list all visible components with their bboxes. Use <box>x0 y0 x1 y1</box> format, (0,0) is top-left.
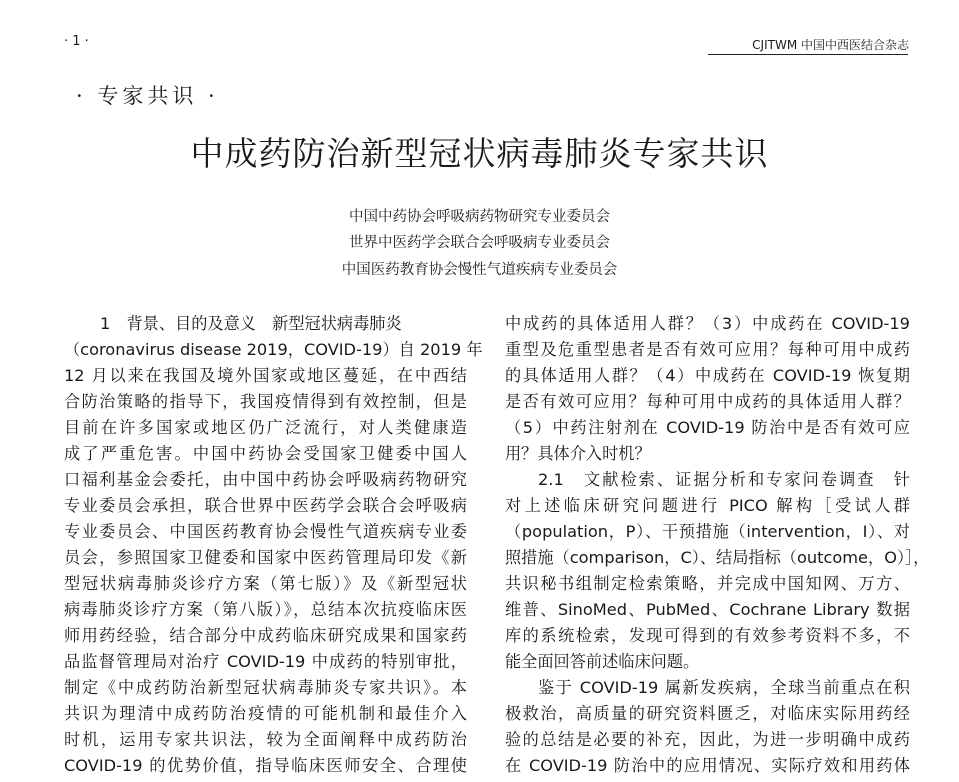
body-line: （population，P）、干预措施（intervention，I）、对 <box>505 522 910 541</box>
journal-name: CJITWM 中国中西医结合杂志 <box>752 38 909 52</box>
section-label: · 专家共识 · <box>76 84 219 108</box>
body-line: COVID-19 的优势价值，指导临床医师安全、合理使 <box>64 756 467 775</box>
body-line: 口福利基金会委托，由中国中药协会呼吸病药物研究 <box>64 470 467 489</box>
body-line: 能全面回答前述临床问题。 <box>505 652 700 671</box>
body-line: 合防治策略的指导下，我国疫情得到有效控制，但是 <box>64 392 467 411</box>
body-line: 1 背景、目的及意义 新型冠状病毒肺炎 <box>100 314 402 333</box>
organization-2: 世界中医药学会联合会呼吸病专业委员会 <box>349 235 610 251</box>
body-line: 验的总结是必要的补充，因此，为进一步明确中成药 <box>505 730 910 749</box>
header-rule <box>708 54 908 55</box>
body-line: 共识为理清中成药防治疫情的可能机制和最佳介入 <box>64 704 467 723</box>
body-line: 专业委员会、中国医药教育协会慢性气道疾病专业委 <box>64 522 467 541</box>
body-line: 时机，运用专家共识法，较为全面阐释中成药防治 <box>64 730 467 749</box>
body-line: 库的系统检索，发现可得到的有效参考资料不多，不 <box>505 626 910 645</box>
organization-1: 中国中药协会呼吸病药物研究专业委员会 <box>349 209 610 225</box>
organization-3: 中国医药教育协会慢性气道疾病专业委员会 <box>341 262 618 278</box>
body-line: 病毒肺炎诊疗方案（第八版）》，总结本次抗疫临床医 <box>64 600 467 619</box>
body-line: 照措施（comparison，C）、结局指标（outcome，O）］， <box>505 548 930 567</box>
body-line: 对上述临床研究问题进行 PICO 解构［受试人群 <box>505 496 910 515</box>
body-line: 用？具体介入时机？ <box>505 444 651 463</box>
body-line: 在 COVID-19 防治中的应用情况、实际疗效和用药体 <box>505 756 910 775</box>
body-line: 2.1 文献检索、证据分析和专家问卷调查 针 <box>538 470 910 489</box>
body-line: 制定《中成药防治新型冠状病毒肺炎专家共识》。本 <box>64 678 467 697</box>
body-line: 型冠状病毒肺炎诊疗方案（第七版）》及《新型冠状 <box>64 574 467 593</box>
body-line: 员会，参照国家卫健委和国家中医药管理局印发《新 <box>64 548 467 567</box>
body-line: 中成药的具体适用人群？（3）中成药在 COVID-19 <box>505 314 910 333</box>
body-line: 重型及危重型患者是否有效可应用？每种可用中成药 <box>505 340 910 359</box>
body-line: 极救治，高质量的研究资料匮乏，对临床实际用药经 <box>505 704 910 723</box>
body-line: （coronavirus disease 2019，COVID-19）自 2019 年 <box>64 340 483 359</box>
body-line: 鉴于 COVID-19 属新发疾病，全球当前重点在积 <box>538 678 910 697</box>
body-line: 12 月以来在我国及境外国家或地区蔓延，在中西结 <box>64 366 467 385</box>
body-line: 的具体适用人群？（4）中成药在 COVID-19 恢复期 <box>505 366 910 385</box>
body-line: 专业委员会承担，联合世界中医药学会联合会呼吸病 <box>64 496 467 515</box>
body-line: 成了严重危害。中国中药协会受国家卫健委中国人 <box>64 444 467 463</box>
article-title: 中成药防治新型冠状病毒肺炎专家共识 <box>190 134 769 173</box>
body-line: 共识秘书组制定检索策略，并完成中国知网、万方、 <box>505 574 910 593</box>
body-line: 品监督管理局对治疗 COVID-19 中成药的特别审批， <box>64 652 467 671</box>
body-line: 维普、SinoMed、PubMed、Cochrane Library 数据 <box>505 600 910 619</box>
body-line: 是否有效可应用？每种可用中成药的具体适用人群？ <box>505 392 910 411</box>
body-line: （5）中药注射剂在 COVID-19 防治中是否有效可应 <box>505 418 910 437</box>
body-line: 目前在许多国家或地区仍广泛流行，对人类健康造 <box>64 418 467 437</box>
body-line: 师用药经验，结合部分中成药临床研究成果和国家药 <box>64 626 467 645</box>
page-number: · 1 · <box>64 34 89 49</box>
